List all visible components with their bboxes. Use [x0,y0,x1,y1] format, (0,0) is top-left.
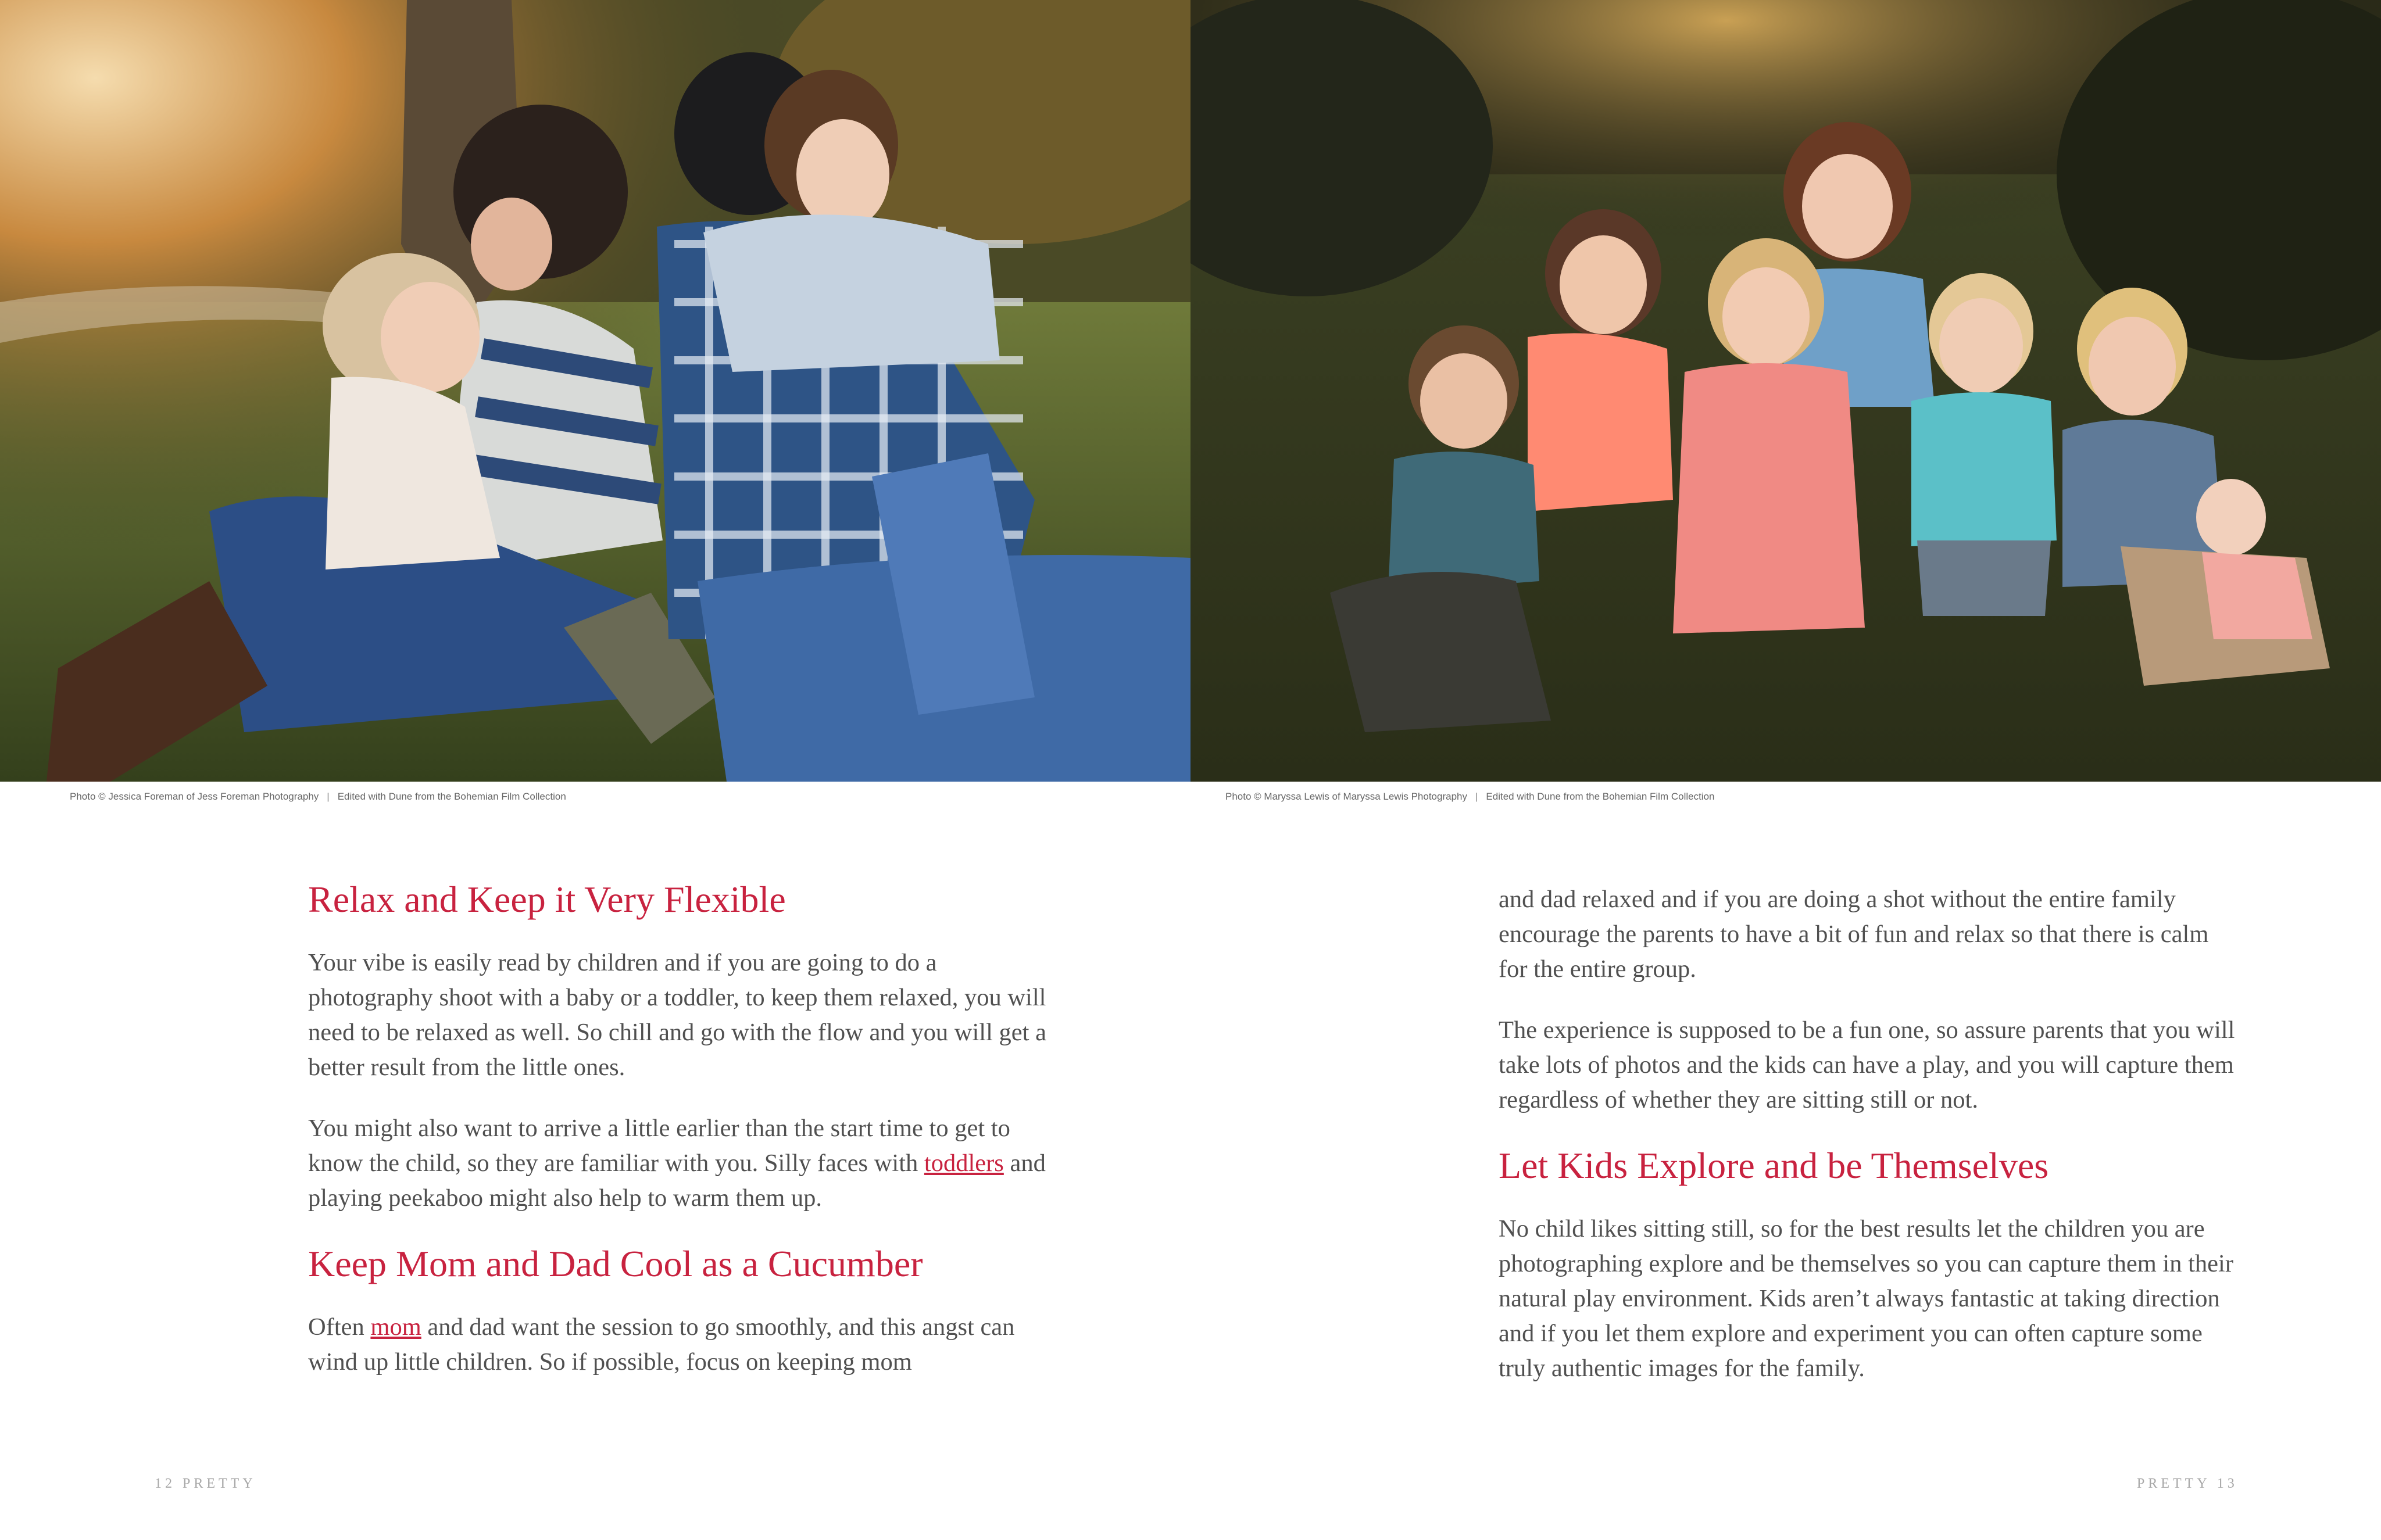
paragraph-text: You might also want to arrive a little earlier than the start time to get to know the child, so they are familiar with you. Silly faces with [308,1114,1010,1177]
paragraph-relax: Your vibe is easily read by children and if you are going to do a photography shoot with a baby or a toddler, to keep them relaxed, you will need to be relaxed as well. So chill and go with the flow and you will get a better result from the little ones. [308,948,1046,1081]
credit-separator: | [1475,791,1478,802]
toddlers-link[interactable]: toddlers [924,1149,1004,1177]
section-heading-mom-dad: Keep Mom and Dad Cool as a Cucumber [308,1242,923,1284]
credit-separator: | [327,791,330,802]
paragraph-text: Often [308,1313,371,1341]
left-text-column [308,878,1049,1406]
photo-credit-text: Photo © Jessica Foreman of Jess Foreman Photography [70,791,319,802]
photo-credit-right [1225,791,1715,803]
paragraph-arrive-early [308,1111,1049,1216]
photo-credit-text: Photo © Maryssa Lewis of Maryssa Lewis Photography [1225,791,1467,802]
right-text-column [1499,882,2240,1412]
group-of-kids-photo [1190,0,2381,782]
paragraph-parents-relaxed: and dad relaxed and if you are doing a shot without the entire family encourage the parents to have a bit of fun and relax so that there is calm for the entire group. [1499,886,2209,983]
paragraph-fun-experience: The experience is supposed to be a fun one, so assure parents that you will take lots of photos and the kids can have a play, and you will capture them regardless of whether they are sitting still or not. [1499,1016,2235,1113]
family-hug-photo [0,0,1190,782]
paragraph-text: and playing peekaboo might also help to warm them up. [308,1149,1046,1212]
section-heading-explore: Let Kids Explore and be Themselves [1499,1145,2049,1186]
photo-edit-note: Edited with Dune from the Bohemian Film Collection [1486,791,1715,802]
page-folio-right: PRETTY 13 [2137,1476,2238,1491]
paragraph-explore: No child likes sitting still, so for the best results let the children you are photographing explore and be themselves so you can capture them in their natural play environment. Kids aren’t always fantastic at taking direction and if you let them explore and experiment you can often capture some truly authentic images for the family. [1499,1215,2234,1382]
page-folio-left: 12 PRETTY [155,1476,256,1491]
mom-link[interactable]: mom [370,1313,421,1341]
photo-edit-note: Edited with Dune from the Bohemian Film Collection [337,791,566,802]
paragraph-mom-dad [308,1310,1049,1380]
paragraph-text: and dad want the session to go smoothly, and this angst can wind up little children. So if possible, focus on keeping mom [308,1313,1015,1376]
section-heading-relax: Relax and Keep it Very Flexible [308,879,786,920]
photo-credit-left [70,791,566,803]
